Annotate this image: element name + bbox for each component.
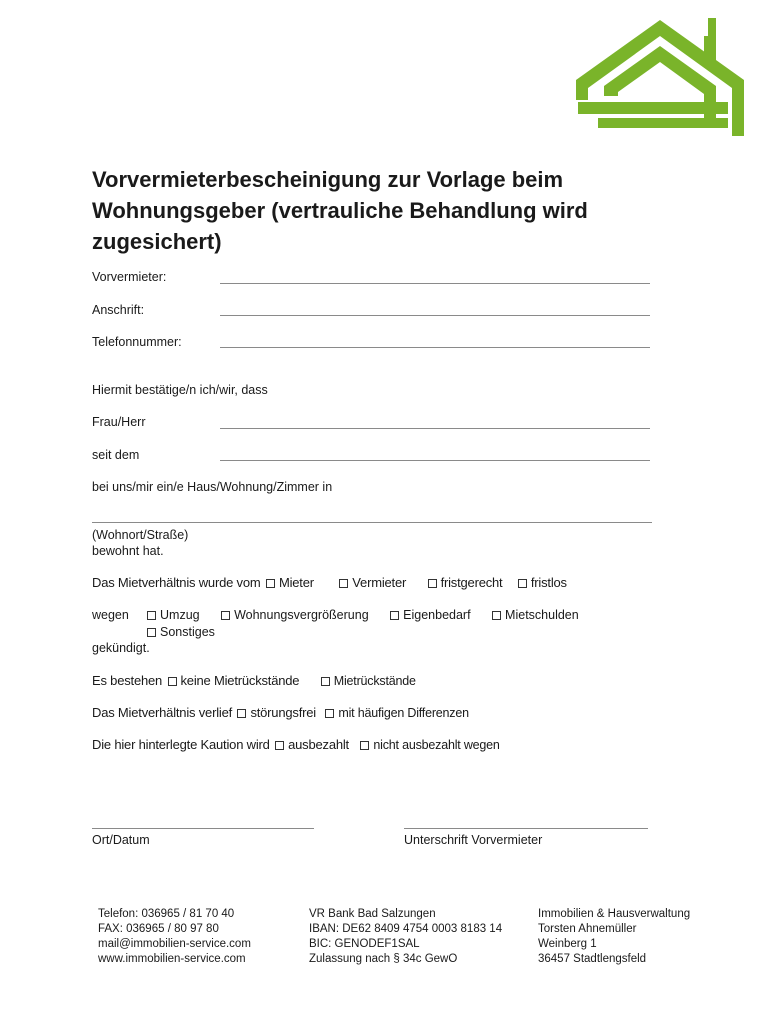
option-ausbezahlt: ausbezahlt [288,737,349,752]
option-mietschulden: Mietschulden [505,608,579,622]
footer-bic: BIC: GENODEF1SAL [309,938,420,950]
label-telefon: Telefonnummer: [92,335,182,349]
reason-prefix: wegen [92,608,129,622]
footer-company-name: Immobilien & Hausverwaltung [538,908,691,920]
label-since: seit dem [92,448,140,462]
option-eigenbedarf: Eigenbedarf [403,608,471,622]
label-vorvermieter: Vorvermieter: [92,270,167,284]
checkbox-umzug[interactable] [147,611,156,620]
checkbox-fristgerecht[interactable] [428,579,437,588]
vorvermieter-line[interactable] [220,283,650,284]
checkbox-eigenbedarf[interactable] [390,611,399,620]
tenancy-row [92,575,567,590]
deposit-row [92,737,500,752]
checkbox-differenzen[interactable] [325,709,334,718]
checkbox-mietschulden[interactable] [492,611,501,620]
since-line[interactable] [220,460,650,461]
reason-row-2 [145,625,215,639]
footer-city: 36457 Stadtlengsfeld [538,953,647,965]
place-date-label: Ort/Datum [92,833,150,847]
option-fristgerecht: fristgerecht [440,575,503,590]
checkbox-keine-rueckstaende[interactable] [168,677,177,686]
checkbox-stoerungsfrei[interactable] [237,709,246,718]
option-fristlos: fristlos [530,575,567,590]
lived-text: bewohnt hat. [92,544,164,558]
confirm-text: Hiermit bestätige/n ich/wir, dass [92,383,268,397]
footer-phone: Telefon: 036965 / 81 70 40 [98,908,235,920]
house-logo-icon [576,18,744,136]
reason-row-1 [145,608,579,622]
footer-fax: FAX: 036965 / 80 97 80 [98,923,219,935]
option-sonstiges: Sonstiges [160,625,215,639]
arrears-prefix: Es bestehen [92,673,163,688]
signature-line[interactable] [404,828,648,829]
location-hint: (Wohnort/Straße) [92,528,189,542]
person-line[interactable] [220,428,650,429]
footer-iban: IBAN: DE62 8409 4754 0003 8183 14 [309,923,503,935]
footer-bank [309,907,502,967]
reason-suffix: gekündigt. [92,641,150,655]
option-umzug: Umzug [160,608,200,622]
location-line[interactable] [92,522,652,523]
checkbox-vermieter[interactable] [339,579,348,588]
page-title: Vorvermieterbescheinigung zur Vorlage beim Wohnungsgeber (vertrauliche Behandlung wird zugesichert) [92,167,588,254]
label-anschrift: Anschrift: [92,303,145,317]
signature-label: Unterschrift Vorvermieter [404,833,543,847]
course-row [92,705,469,720]
place-date-line[interactable] [92,828,314,829]
checkbox-mieter[interactable] [266,579,275,588]
checkbox-ausbezahlt[interactable] [275,741,284,750]
checkbox-rueckstaende[interactable] [321,677,330,686]
footer-mail[interactable]: mail@immobilien-service.com [98,938,251,950]
tenancy-prefix: Das Mietverhältnis wurde vom [92,575,261,590]
checkbox-fristlos[interactable] [518,579,527,588]
checkbox-sonstiges[interactable] [147,628,156,637]
footer-web[interactable]: www.immobilien-service.com [98,953,246,965]
course-prefix: Das Mietverhältnis verlief [92,705,233,720]
footer-street: Weinberg 1 [538,938,597,950]
footer-contact [98,907,251,967]
footer-bank-name: VR Bank Bad Salzungen [309,908,436,920]
option-rueckstaende: Mietrückstände [333,674,416,688]
option-nicht-ausbezahlt: nicht ausbezahlt wegen [373,738,500,752]
footer-owner: Torsten Ahnemüller [538,923,637,935]
arrears-row [92,673,416,688]
option-vermieter: Vermieter [352,575,407,590]
footer-company [538,907,690,967]
option-differenzen: mit häufigen Differenzen [338,706,469,720]
anschrift-line[interactable] [220,315,650,316]
option-keine-rueckstaende: keine Mietrückstände [180,673,300,688]
checkbox-nicht-ausbezahlt[interactable] [360,741,369,750]
footer-license: Zulassung nach § 34c GewO [309,953,458,965]
rented-text: bei uns/mir ein/e Haus/Wohnung/Zimmer in [92,480,333,494]
option-vergroesserung: Wohnungsvergrößerung [234,608,369,622]
deposit-prefix: Die hier hinterlegte Kaution wird [92,737,270,752]
option-stoerungsfrei: störungsfrei [250,705,316,720]
option-mieter: Mieter [278,575,314,590]
label-person: Frau/Herr [92,415,146,429]
telefon-line[interactable] [220,347,650,348]
checkbox-vergroesserung[interactable] [221,611,230,620]
